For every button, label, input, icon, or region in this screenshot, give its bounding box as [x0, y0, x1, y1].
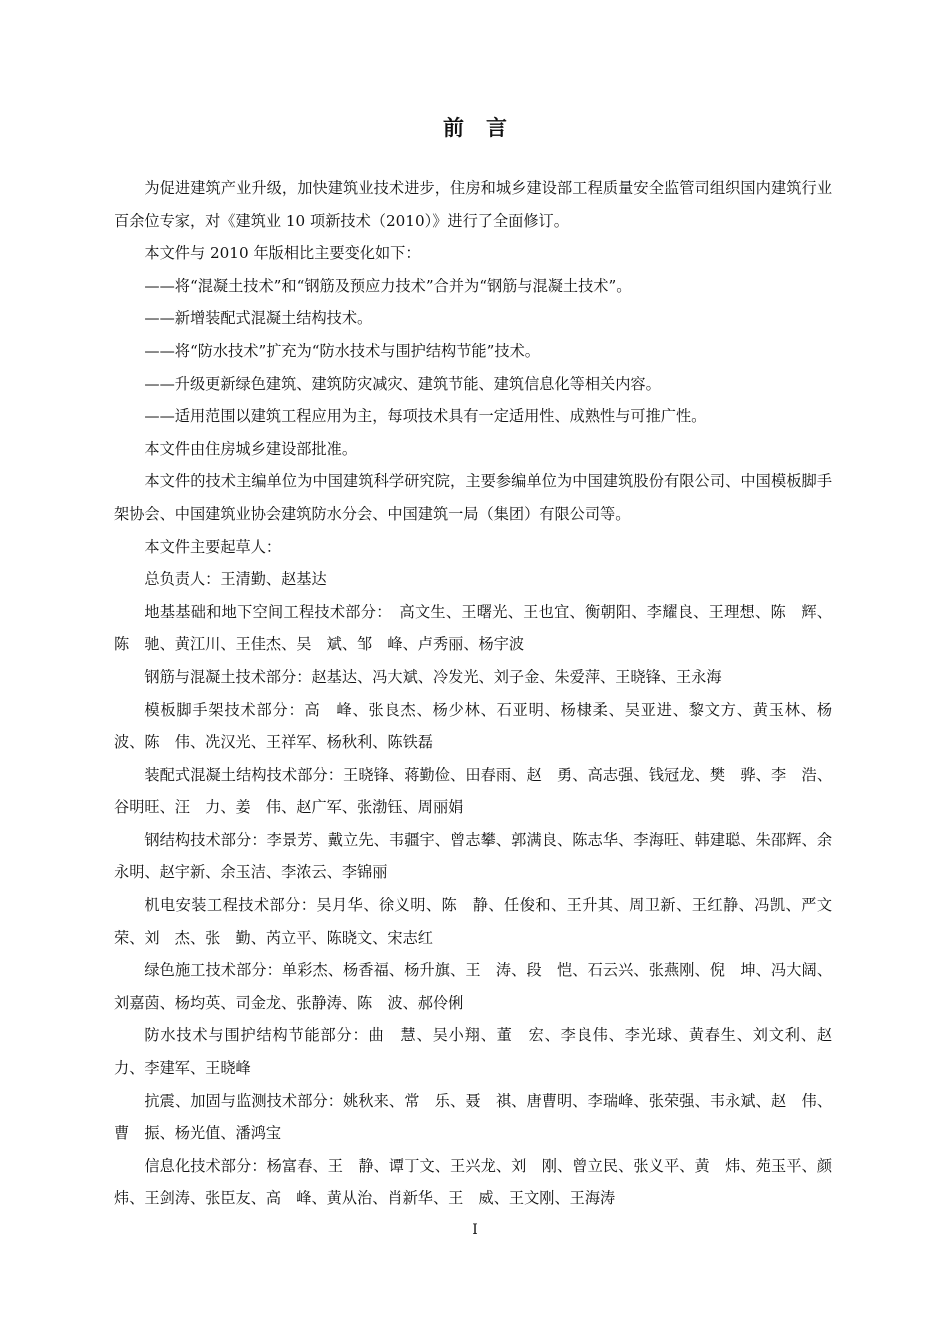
paragraph-editors: 本文件的技术主编单位为中国建筑科学研究院，主要参编单位为中国建筑股份有限公司、中国模板脚手架协会、中国建筑业协会建筑防水分会、中国建筑一局（集团）有限公司等。 — [114, 472, 832, 523]
paragraph-steel: 钢结构技术部分：李景芳、戴立先、韦疆宇、曾志攀、郭满良、陈志华、李海旺、韩建聪、朱邵辉、余永明、赵宇新、余玉洁、李浓云、李锦丽 — [114, 830, 832, 882]
paragraph-change-3: ——将“防水技术”扩充为“防水技术与围护结构节能”技术。 — [144, 341, 540, 360]
paragraph-chief: 总负责人：王清勤、赵基达 — [144, 570, 327, 589]
paragraph-formwork: 模板脚手架技术部分：高 峰、张良杰、杨少林、石亚明、杨棣柔、吴亚进、黎文方、黄玉林、杨 波、陈 伟、冼汉光、王祥军、杨秋利、陈铁磊 — [114, 700, 848, 752]
paragraph-approval: 本文件由住房城乡建设部批准。 — [144, 439, 358, 458]
preface-body — [114, 172, 848, 1215]
paragraph-green: 绿色施工技术部分：单彩杰、杨香福、杨升旗、王 涛、段 恺、石云兴、张燕刚、倪 坤、冯大阔、刘嘉茵、杨均英、司金龙、张静涛、陈 波、郝伶俐 — [114, 961, 832, 1012]
paragraph-waterproof: 防水技术与围护结构节能部分：曲 慧、吴小翔、董 宏、李良伟、李光球、黄春生、刘文利、赵 力、李建军、王晓峰 — [114, 1026, 848, 1078]
paragraph-intro: 为促进建筑产业升级，加快建筑业技术进步，住房和城乡建设部工程质量安全监管司组织国内建筑行业百余位专家，对《建筑业 10 项新技术（2010）》进行了全面修订。 — [114, 179, 832, 230]
paragraph-changes-heading: 本文件与 2010 年版相比主要变化如下： — [144, 244, 421, 263]
paragraph-change-2: ——新增装配式混凝土结构技术。 — [144, 309, 373, 328]
paragraph-rebar-concrete: 钢筋与混凝土技术部分：赵基达、冯大斌、冷发光、刘子金、朱爱萍、王晓锋、王永海 — [144, 667, 722, 686]
paragraph-change-5: ——适用范围以建筑工程应用为主，每项技术具有一定适用性、成熟性与可推广性。 — [144, 407, 707, 426]
paragraph-prefab: 装配式混凝土结构技术部分：王晓锋、蒋勤俭、田春雨、赵 勇、高志强、钱冠龙、樊 骅、李 浩、谷明旺、汪 力、姜 伟、赵广军、张渤钰、周丽娟 — [114, 765, 832, 817]
paragraph-change-1: ——将“混凝土技术”和“钢筋及预应力技术”合并为“钢筋与混凝土技术”。 — [144, 276, 632, 295]
paragraph-mep: 机电安装工程技术部分：吴月华、徐义明、陈 静、任俊和、王升其、周卫新、王红静、冯凯、严文荣、刘 杰、张 勤、芮立平、陈晓文、宋志红 — [114, 896, 832, 947]
paragraph-seismic: 抗震、加固与监测技术部分：姚秋来、常 乐、聂 祺、唐曹明、李瑞峰、张荣强、韦永斌、赵 伟、曹 振、杨光值、潘鸿宝 — [114, 1091, 832, 1143]
paragraph-foundation: 地基基础和地下空间工程技术部分： 高文生、王曙光、王也宜、衡朝阳、李耀良、王理想、陈 辉、陈 驰、黄江川、王佳杰、吴 斌、邹 峰、卢秀丽、杨宇波 — [114, 602, 832, 654]
page-title: 前言 — [443, 115, 529, 140]
paragraph-change-4: ——升级更新绿色建筑、建筑防灾减灾、建筑节能、建筑信息化等相关内容。 — [144, 374, 661, 393]
paragraph-it: 信息化技术部分：杨富春、王 静、谭丁文、王兴龙、刘 刚、曾立民、张义平、黄 炜、苑玉平、颜 炜、王剑涛、张臣友、高 峰、黄从治、肖新华、王 威、王文刚、王海涛 — [114, 1156, 848, 1208]
page-number: I — [472, 1222, 478, 1238]
paragraph-drafters-heading: 本文件主要起草人： — [144, 537, 282, 556]
